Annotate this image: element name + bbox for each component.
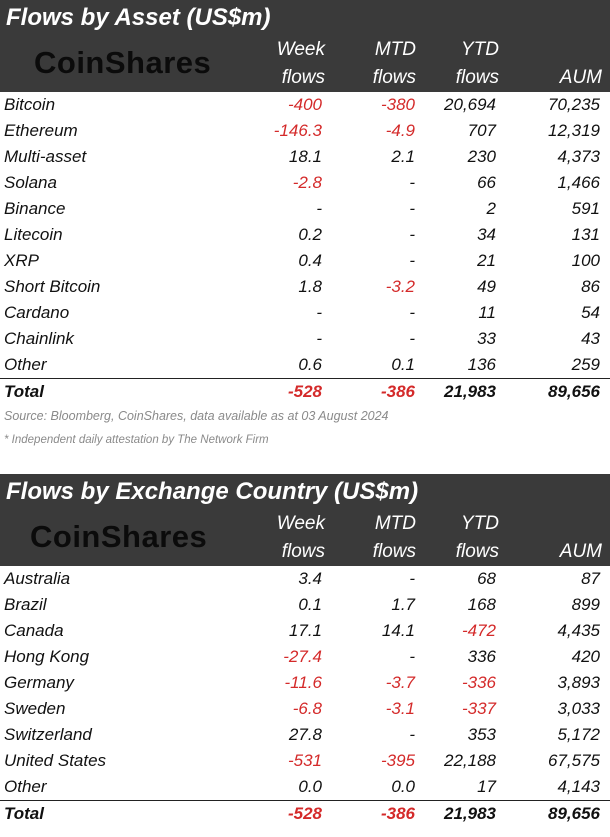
row-label: Brazil (4, 595, 47, 614)
table-row (0, 670, 610, 696)
row-label: Bitcoin (4, 95, 56, 114)
aum-cell: 86 (581, 277, 600, 296)
table-row (0, 352, 610, 378)
ytd-flows-cell: 136 (467, 355, 496, 374)
table-row (0, 222, 610, 248)
ytd-flows-cell: 11 (478, 303, 496, 322)
week-flows-cell: 18.1 (288, 147, 322, 166)
mtd-flows-cell: -3.1 (385, 699, 415, 718)
ytd-flows-cell: 17 (477, 777, 496, 796)
row-label: Litecoin (4, 225, 63, 244)
table-row (0, 196, 610, 222)
aum-header: AUM (559, 67, 602, 88)
mtd-flows-cell: -395 (380, 751, 415, 770)
mtd-flows-cell: 14.1 (381, 621, 415, 640)
aum-cell: 70,235 (548, 95, 600, 114)
table-row (0, 566, 610, 592)
aum-cell: 420 (571, 647, 600, 666)
row-label: Hong Kong (4, 647, 90, 666)
week-flows-cell: 3.4 (298, 569, 322, 588)
ytd-flows-cell: -336 (461, 673, 496, 692)
ytd-flows-header: YTD flows (455, 39, 499, 88)
mtd-flows-cell: - (409, 329, 415, 348)
aum-header: AUM (559, 541, 602, 562)
aum-cell: 131 (571, 225, 600, 244)
row-label: Australia (4, 569, 71, 588)
week-flows-cell: -400 (287, 95, 322, 114)
week-flows-cell: 0.6 (298, 355, 322, 374)
mtd-flows-cell: - (409, 647, 415, 666)
week-flows-cell: -531 (287, 751, 322, 770)
table-row (0, 774, 610, 800)
ytd-flows-cell: 2 (486, 199, 496, 218)
ytd-flows-cell: 68 (477, 569, 496, 588)
row-label: Multi-asset (4, 147, 87, 166)
row-label: Sweden (4, 699, 66, 718)
total-ytd: 21,983 (444, 804, 496, 823)
row-label: Chainlink (4, 329, 74, 348)
aum-cell: 4,143 (557, 777, 600, 796)
table-row (0, 696, 610, 722)
week-flows-cell: - (316, 329, 322, 348)
week-flows-cell: -6.8 (292, 699, 322, 718)
ytd-flows-cell: -472 (461, 621, 496, 640)
week-flows-cell: -27.4 (283, 647, 322, 666)
table-row (0, 300, 610, 326)
row-label: Other (4, 777, 47, 796)
asset-table-title: Flows by Asset (US$m) (0, 0, 610, 36)
ytd-flows-cell: 353 (467, 725, 496, 744)
aum-cell: 43 (581, 329, 600, 348)
ytd-flows-cell: 230 (467, 147, 496, 166)
mtd-flows-cell: -3.2 (385, 277, 415, 296)
week-flows-cell: 17.1 (288, 621, 322, 640)
aum-cell: 259 (571, 355, 600, 374)
week-flows-cell: 27.8 (288, 725, 322, 744)
total-mtd: -386 (380, 382, 415, 401)
row-label: Germany (4, 673, 74, 692)
aum-cell: 12,319 (548, 121, 600, 140)
ytd-flows-cell: 33 (477, 329, 496, 348)
country-flows-table (0, 474, 610, 827)
ytd-flows-cell: 22,188 (444, 751, 496, 770)
country-table-body (0, 566, 610, 800)
row-label: Ethereum (4, 121, 78, 140)
aum-cell: 3,033 (557, 699, 600, 718)
table-row (0, 92, 610, 118)
mtd-flows-cell: -3.7 (385, 673, 415, 692)
ytd-flows-cell: 49 (477, 277, 496, 296)
total-label: Total (4, 382, 44, 401)
total-mtd: -386 (380, 804, 415, 823)
mtd-flows-header: MTD flows (372, 39, 416, 88)
week-flows-header: Week flows (276, 513, 325, 562)
table-row (0, 248, 610, 274)
table-row (0, 144, 610, 170)
mtd-flows-cell: 0.1 (391, 355, 415, 374)
mtd-flows-cell: 1.7 (391, 595, 415, 614)
week-flows-cell: 1.8 (298, 277, 322, 296)
aum-cell: 4,373 (557, 147, 600, 166)
coinshares-logo: CoinShares (30, 519, 208, 554)
total-ytd: 21,983 (444, 382, 496, 401)
aum-cell: 67,575 (548, 751, 600, 770)
mtd-flows-cell: - (409, 725, 415, 744)
ytd-flows-cell: 336 (467, 647, 496, 666)
table-row (0, 118, 610, 144)
week-flows-cell: - (316, 199, 322, 218)
ytd-flows-cell: 66 (477, 173, 496, 192)
row-label: Short Bitcoin (4, 277, 101, 296)
ytd-flows-cell: 168 (467, 595, 496, 614)
row-label: United States (4, 751, 107, 770)
mtd-flows-cell: 2.1 (391, 147, 415, 166)
aum-cell: 100 (571, 251, 600, 270)
table-row (0, 644, 610, 670)
table-row (0, 722, 610, 748)
asset-table-body (0, 92, 610, 378)
mtd-flows-cell: - (409, 303, 415, 322)
week-flows-cell: -11.6 (284, 673, 322, 692)
total-week: -528 (287, 382, 322, 401)
row-label: Other (4, 355, 47, 374)
aum-cell: 1,466 (557, 173, 600, 192)
ytd-flows-cell: 21 (477, 251, 496, 270)
aum-cell: 3,893 (557, 673, 600, 692)
week-flows-cell: 0.0 (298, 777, 322, 796)
total-label: Total (4, 804, 44, 823)
aum-cell: 591 (571, 199, 600, 218)
mtd-flows-header: MTD flows (372, 513, 416, 562)
attestation-footnote: * Independent daily attestation by The Network Firm (4, 434, 269, 446)
row-label: XRP (4, 251, 39, 270)
source-note: Source: Bloomberg, CoinShares, data available as at 03 August 2024 (4, 409, 389, 423)
row-label: Canada (4, 621, 64, 640)
aum-cell: 87 (581, 569, 600, 588)
week-flows-cell: 0.1 (298, 595, 322, 614)
aum-cell: 5,172 (557, 725, 600, 744)
ytd-flows-cell: -337 (461, 699, 496, 718)
aum-cell: 54 (581, 303, 600, 322)
ytd-flows-cell: 707 (467, 121, 496, 140)
mtd-flows-cell: - (409, 569, 415, 588)
table-row (0, 274, 610, 300)
mtd-flows-cell: - (409, 251, 415, 270)
row-label: Cardano (4, 303, 70, 322)
table-row (0, 326, 610, 352)
week-flows-header: Week flows (276, 39, 325, 88)
row-label: Switzerland (4, 725, 92, 744)
week-flows-cell: 0.4 (298, 251, 322, 270)
table-row (0, 170, 610, 196)
mtd-flows-cell: 0.0 (391, 777, 415, 796)
table-row (0, 592, 610, 618)
mtd-flows-cell: - (409, 199, 415, 218)
ytd-flows-cell: 20,694 (444, 95, 496, 114)
week-flows-cell: - (316, 303, 322, 322)
aum-cell: 899 (571, 595, 600, 614)
mtd-flows-cell: -4.9 (385, 121, 415, 140)
country-table-title: Flows by Exchange Country (US$m) (0, 474, 610, 510)
aum-cell: 4,435 (557, 621, 600, 640)
week-flows-cell: -2.8 (292, 173, 322, 192)
asset-table-header (0, 36, 610, 92)
total-week: -528 (287, 804, 322, 823)
row-label: Solana (4, 173, 57, 192)
total-aum: 89,656 (548, 382, 600, 401)
coinshares-logo: CoinShares (34, 45, 212, 80)
country-table-header (0, 510, 610, 566)
week-flows-cell: 0.2 (298, 225, 322, 244)
mtd-flows-cell: - (409, 225, 415, 244)
table-row (0, 748, 610, 774)
total-aum: 89,656 (548, 804, 600, 823)
table-row (0, 618, 610, 644)
row-label: Binance (4, 199, 66, 218)
ytd-flows-header: YTD flows (455, 513, 499, 562)
mtd-flows-cell: -380 (380, 95, 415, 114)
country-total-row (0, 800, 610, 827)
asset-total-row (0, 378, 610, 405)
ytd-flows-cell: 34 (477, 225, 496, 244)
week-flows-cell: -146.3 (273, 121, 322, 140)
mtd-flows-cell: - (409, 173, 415, 192)
